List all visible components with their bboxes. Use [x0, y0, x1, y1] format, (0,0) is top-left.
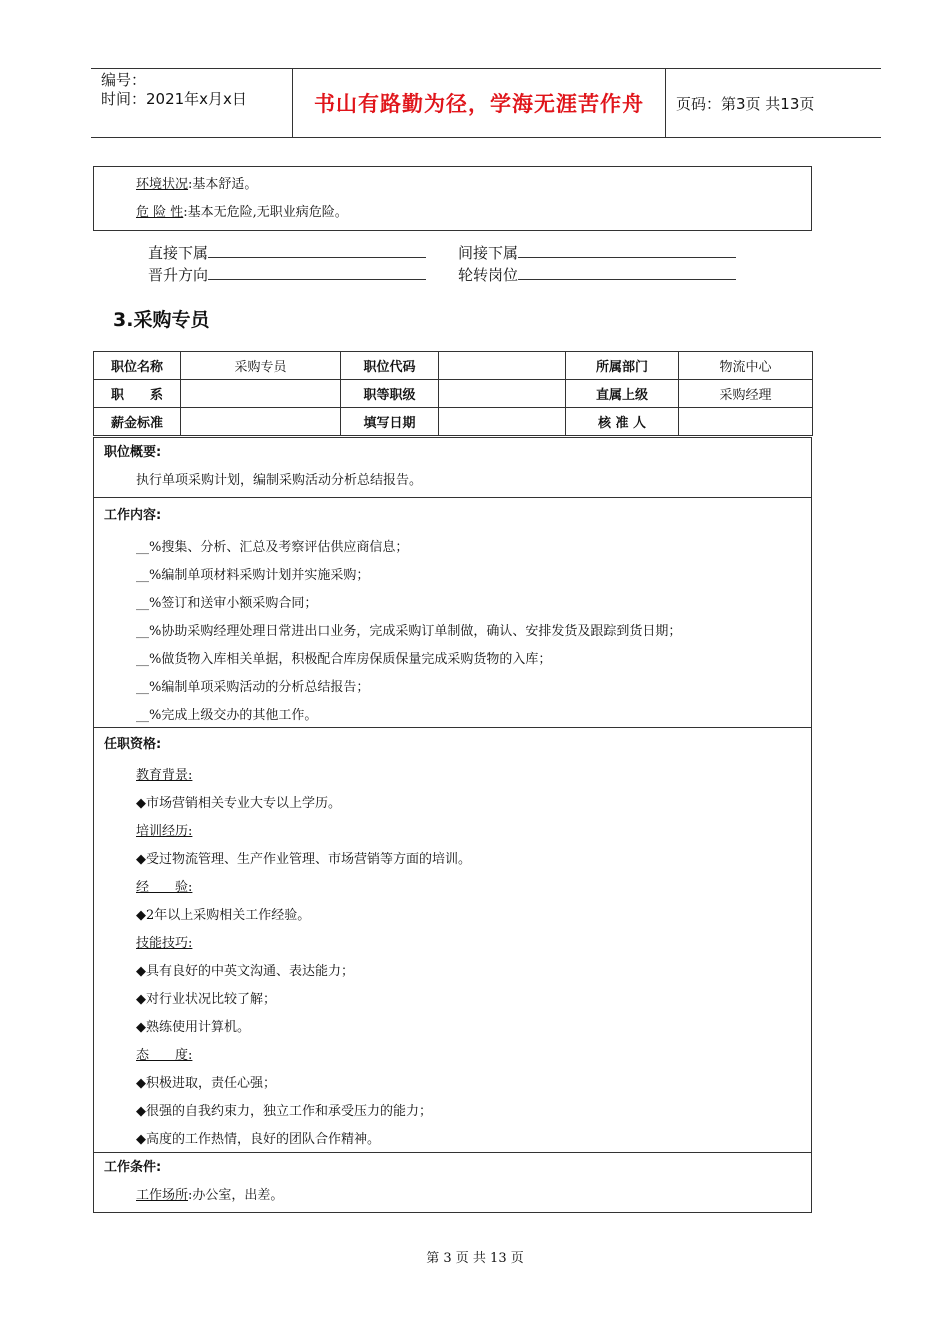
risk-label: 危 险 性: [136, 205, 184, 220]
list-item: __%完成上级交办的其他工作。: [136, 708, 318, 723]
page-header: [91, 68, 881, 138]
fill-date-label: 填写日期: [341, 408, 439, 436]
list-item: __%编制单项采购活动的分析总结报告；: [136, 680, 370, 695]
approver-value: [679, 408, 813, 436]
direct-subordinate-label: 直接下属: [148, 244, 209, 262]
qualifications-title-text: 任职资格: [104, 737, 157, 752]
attitude-heading: [136, 1042, 811, 1070]
indirect-subordinate-row: [458, 241, 736, 264]
duties-block: [93, 497, 812, 728]
list-item: ◆积极进取，责任心强；: [136, 1076, 276, 1091]
header-motto: 书山有路勤为径，学海无涯苦作舟: [314, 92, 644, 116]
skills-heading: [136, 930, 811, 958]
department-label: 所属部门: [566, 352, 679, 380]
doc-number: 编号：: [101, 71, 147, 89]
table-row: [94, 408, 813, 436]
table-row: [94, 352, 813, 380]
table-row: [94, 380, 813, 408]
supervisor-label: 直属上级: [566, 380, 679, 408]
duties-list: [104, 534, 811, 730]
supervisor-value: 采购经理: [679, 380, 813, 408]
list-item: __%搜集、分析、汇总及考察评估供应商信息；: [136, 540, 409, 555]
rotation-blank: [518, 263, 736, 280]
list-item: ◆很强的自我约束力，独立工作和承受压力的能力；: [136, 1104, 432, 1119]
qualifications-block: [93, 727, 812, 1153]
position-info-table: [93, 351, 813, 436]
indirect-subordinate-label: 间接下属: [458, 244, 519, 262]
section-title: 3.采购专员: [113, 309, 210, 331]
education-heading: [136, 762, 811, 790]
list-item: __%做货物入库相关单据，积极配合库房保质保量完成采购货物的入库；: [136, 652, 552, 667]
header-page-info: 页码：第3页 共13页: [676, 95, 815, 113]
overview-title-text: 职位概要: [104, 445, 157, 460]
environment-box: [93, 166, 812, 231]
environment-status: [136, 171, 811, 199]
rotation-label: 轮转岗位: [458, 266, 519, 284]
position-name-value: 采购专员: [181, 352, 341, 380]
list-item: ◆熟练使用计算机。: [136, 1020, 250, 1035]
qualifications-title: 任职资格:: [104, 737, 162, 752]
salary-value: [181, 408, 341, 436]
position-code-value: [439, 352, 566, 380]
approver-label: 核 准 人: [566, 408, 679, 436]
conditions-block: [93, 1152, 812, 1213]
position-name-label: 职位名称: [94, 352, 181, 380]
environment-status-value: :基本舒适。: [188, 177, 258, 192]
fill-date-value: [439, 408, 566, 436]
salary-label: 薪金标准: [94, 408, 181, 436]
overview-block: [93, 437, 812, 498]
grade-label: 职等职级: [341, 380, 439, 408]
promotion-blank: [208, 263, 426, 280]
position-code-label: 职位代码: [341, 352, 439, 380]
series-label: 职 系: [94, 380, 181, 408]
header-meta: [101, 71, 247, 109]
direct-subordinate-row: [148, 241, 426, 264]
list-item: ◆具有良好的中英文沟通、表达能力；: [136, 964, 354, 979]
education-value: ◆市场营销相关专业大专以上学历。: [136, 796, 341, 811]
environment-status-label: 环境状况: [136, 177, 189, 192]
education-label: 教育背景:: [136, 768, 193, 783]
promotion-row: [148, 263, 426, 286]
training-label: 培训经历:: [136, 824, 193, 839]
overview-title: 职位概要:: [104, 445, 162, 460]
conditions-title: 工作条件:: [104, 1160, 162, 1175]
skills-label: 技能技巧:: [136, 936, 193, 951]
list-item: __%签订和送审小额采购合同；: [136, 596, 318, 611]
list-item: __%编制单项材料采购计划并实施采购；: [136, 568, 370, 583]
work-place-value: :办公室，出差。: [188, 1188, 284, 1203]
risk-value: :基本无危险,无职业病危险。: [183, 205, 348, 220]
work-place: [104, 1183, 811, 1209]
rotation-row: [458, 263, 736, 286]
training-heading: [136, 818, 811, 846]
conditions-title-text: 工作条件: [104, 1160, 157, 1175]
risk-level: [136, 199, 811, 227]
overview-text: 执行单项采购计划，编制采购活动分析总结报告。: [136, 473, 423, 488]
duties-title: 工作内容:: [104, 508, 162, 523]
experience-value: ◆2年以上采购相关工作经验。: [136, 908, 311, 923]
series-value: [181, 380, 341, 408]
header-divider: [665, 69, 666, 137]
work-place-label: 工作场所: [136, 1188, 189, 1203]
experience-label: 经 验:: [136, 880, 193, 895]
page-footer: 第 3 页 共 13 页: [426, 1251, 524, 1266]
experience-heading: [136, 874, 811, 902]
list-item: __%协助采购经理处理日常进出口业务，完成采购订单制做，确认、安排发货及跟踪到货日期；: [136, 624, 682, 639]
duties-title-text: 工作内容: [104, 508, 157, 523]
doc-time: 时间：2021年x月x日: [101, 90, 247, 108]
promotion-label: 晋升方向: [148, 266, 209, 284]
direct-subordinate-blank: [208, 241, 426, 258]
qualifications-list: [104, 762, 811, 1154]
training-value: ◆受过物流管理、生产作业管理、市场营销等方面的培训。: [136, 852, 471, 867]
list-item: ◆高度的工作热情，良好的团队合作精神。: [136, 1132, 380, 1147]
attitude-label: 态 度:: [136, 1048, 193, 1063]
grade-value: [439, 380, 566, 408]
indirect-subordinate-blank: [518, 241, 736, 258]
department-value: 物流中心: [679, 352, 813, 380]
list-item: ◆对行业状况比较了解；: [136, 992, 276, 1007]
